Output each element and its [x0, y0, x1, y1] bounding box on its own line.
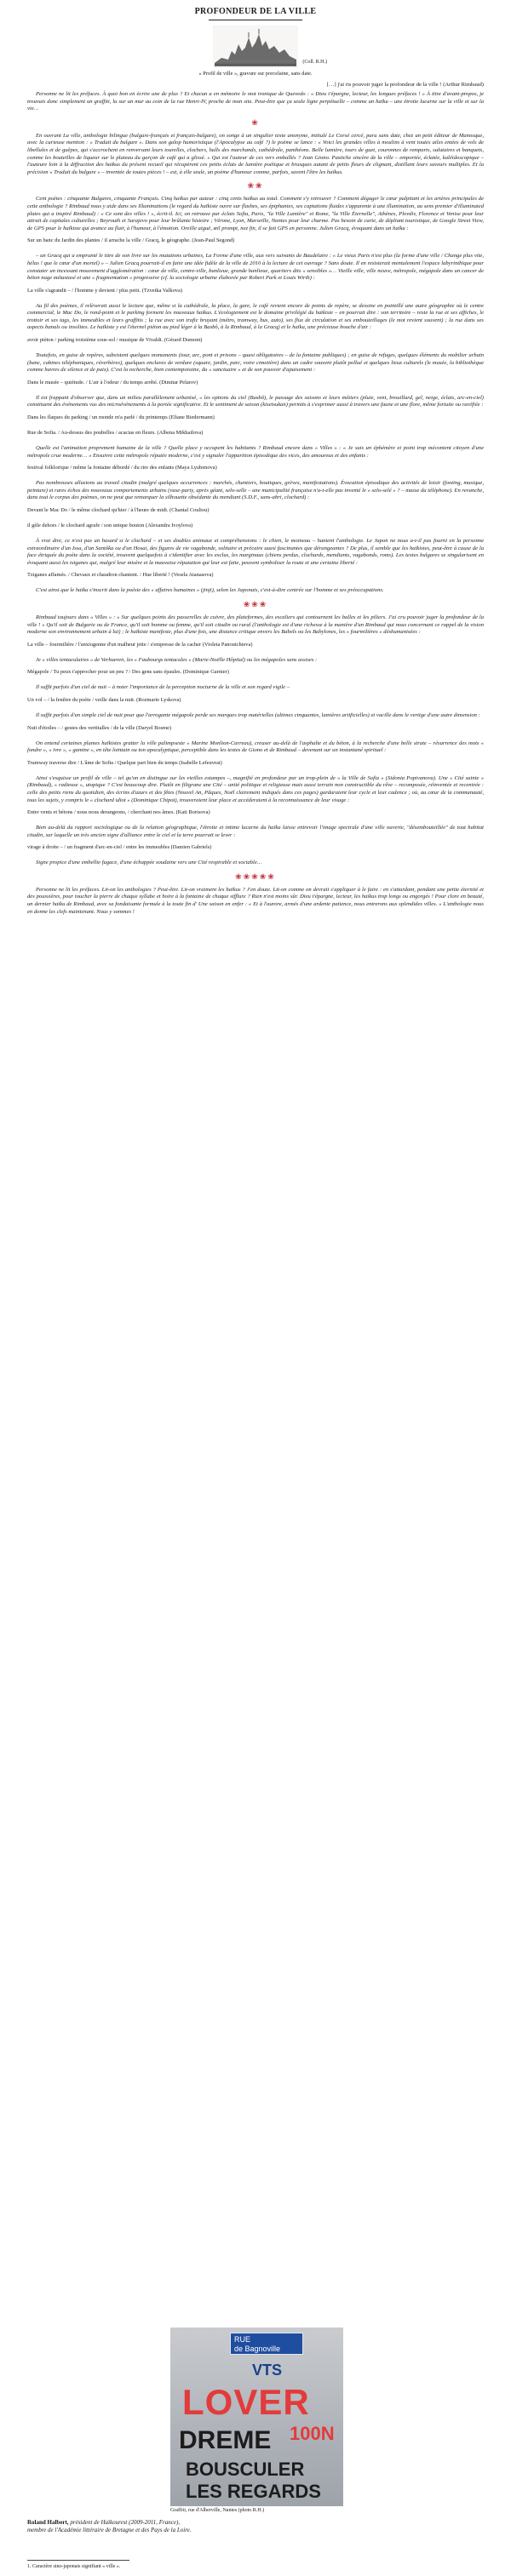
haiku-11: La ville – fourmilière / l'anxiogenne d'un malheur jette / s'empresse de la cacher (Violeta Panoutchieva) [27, 641, 253, 648]
page-title: PROFONDEUR DE LA VILLE [194, 7, 317, 16]
author-title-line1: président de Haïkourest (2009-2011, France), [70, 2519, 181, 2526]
haiku-2: La ville s'agrandit – / l'homme y devient / plus petit. (Tzvetka Valkova) [27, 287, 182, 294]
paragraph-3: Cent poètes : cinquante Bulgares, cinquante Français. Cinq haïkus par auteur : cinq cents haïkus au total. Comment s'y retrouver ? Comment dégager le cœur palpitant et les artères principales de cette anthologie ? Rimbaud nous y aide dans ses Illuminations (le regard du haïkiste ouvre sur flashes, ses épiphanies, ses captations fluides s'apparente à une illumination, au sens premier d'illuminated plates qui a inspiré Rimbaud) : « Ce sont des villes ! », écrit-il. Ici, on retrouve par éclats Sofia, Paris, "la Ville Lumière" et Rome, "la Ville Éternelle", Athènes, Plovdiv, Florence et Venise pour leur attrait de capitales culturelles ; Beyrouth et Sarajevo pour leur brûlante histoire ; Vérone, Lyon, Marseille, Nantes pour leur charme. Pas besoin de carte, de dépliant touristique, de Google Street View, de GPS pour le haïkiste qui avance au flair, à l'humeur, à l'émotion. Oreille aiguë, œil prompt, nez fin, il se fait GPS en personne. Julien Gracq, évoquant dans un haïku : [27, 196, 484, 231]
paragraph-11: C'est ainsi que le haïku s'inscrit dans la poésie des « affaires humaines » (jinji), selon les Japonais, c'est-à-dire centrée sur l'homme et ses préoccupations. [36, 587, 384, 594]
image-caption: « Profil de ville », gravure sur porcelaine, sans date. [198, 71, 313, 77]
graffiti-word-lover: LOVER [182, 2382, 310, 2422]
paragraph-18: Signe propice d'une embellie fugace, d'une échappée soudaine vers une Cité respirable et sociable… [36, 860, 262, 866]
paragraph-10: À vrai dire, ce n'est pas un hasard si le clochard – et ses doubles animaux et compréhensions : le chien, le moineau – hantent l'anthologie. Le Japon ne nous a-t-il pas fourni en la personne extraordinaire d'un Issa, d'un Santôka ou d'un Hosai, des figures de vie vagabonde, solitaire et précaire aussi fascinantes que dérangeantes ? De plus, il semble que les haïkistes, peut-être à cause de la face étriquée du poète dans la société, trouvent quelquefois à s'identifier avec les exclus, les marginaux (chiens perdus, clochards, mendiants, vagabonds, roms). Les textes bulgares se singularisent en évoquant aussi les tsiganes qui, malgré leur misère et la mauvaise réputation qui leur est faite, peuvent symboliser la route et une certaine liberté : [27, 538, 484, 566]
section-ornament-1: ❀ [251, 117, 260, 127]
haiku-12: Mégapole / Tu peux t'approcher pour un peu ? / Des gens sans épaules. (Dominique Garnier) [27, 669, 229, 676]
street-sign-line2: de Bagnoville [234, 2345, 281, 2353]
preface-body [0, 91, 511, 916]
paragraph-1: Personne ne lit les préfaces. À quoi bon en écrire une de plus ? Et chacun a en mémoire le mot ironique de Quevedo : « Dieu t'épargne, lecteur, les longues préfaces ! » À titre d'avant-propos, je trouvais donc simplement un graffiti, lu sur un mur au coin de la rue Henri-IV, proche de mon site. Peut-être que ça seule ligne perpétuelle – comme un haïku – une étroite lucarne sur la ville et sur la vie… [27, 91, 484, 112]
paragraph-7: Il est frappant d'observer que, dans un milieu parallèlement urbanisé, « les options du ciel (Basbô), le passage des saisons et leurs métiers (pluie, vent, brouillard, gel, neige, éclats, arc-en-ciel) constituent des événements vus des microévénements à la portée significative. Et le sentiment de saison (kisetsukan) permits à s'exprimer aussi à travers une faune et une flore, même fortuite ou raréfiée : [27, 394, 484, 408]
epigraph: […] j'ai ris pouvoir juger la profondeur de la ville ! (Arthur Rimbaud) [326, 82, 484, 88]
haiku-9: il gèle dehors / le clochard agrafe / son unique bouton (Alexandra Ivoylova) [27, 523, 193, 528]
haiku-13: Un vol – / la fenêtre du poète / veille dans la nuit. (Rozmarie Lyskova) [27, 696, 181, 703]
paragraph-13: Il suffit parfois d'un ciel de nuit – à noter l'importance de la perception nocturne de la ville et son regard vigile – [36, 684, 290, 691]
graffiti-word-dreme: DREME [179, 2426, 272, 2454]
haiku-15: Tramway traverse dire / L'âme de Sofia / Quelque part bien du temps (Isabelle Lefeuvrat) [27, 759, 222, 766]
signature-block [27, 2519, 192, 2533]
paragraph-8: Quelle est l'animation proprement humaine de la ville ? Quelle place y occupent les habitants ? Rimbaud encore dans « Villes » : « Je suis un éphémère et point trop mécontent citoyen d'une métropole crue moderne… » Ensuivre cette métropole réputée moderne, c'est y signaler l'apparition épisodique des vices, des amoureux et des enfants : [27, 445, 484, 459]
author-name: Roland Halbert, [27, 2519, 69, 2526]
paragraph-17: Bien au-delà du rapport sociologique ou de la relation géographique, l'étroite et intime lucarne du haïku laisse entrevoir l'image spectrale d'une ville ouverte, "désembouteillée" de tout habitat citadin, sur laquelle un très ancien signe d'alliance entre le ciel et la terre pourrait se lever : [27, 825, 484, 838]
paragraph-14: Il suffit parfois d'un simple ciel de nuit pour que l'arrogante mégapole perde ses marques trop matérielles (ultimes cinquantes, lumières artificielles) et vacille dans le vertige d'une autre dimension : [36, 711, 480, 718]
author-title-line2: membre de l'Académie littéraire de Bretagne et des Pays de la Loire. [27, 2526, 192, 2533]
paragraph-6: Toutefois, en guise de repères, subsistent quelques monuments (tour, arc, pont et prisons – quasi obligatoires – de la fontaine publiques) ; en guise de refuges, quelques éléments du mobilier urbain (banc, cabines téléphoniques, réverbères), quelques enclaves de verdure (square, jardin, parc, voire cimetière) dans un cadre souvent plutôt pollué et quelques lieux culturels (le musée, la bibliothèque comme havres de silence et de paix). C'est la recherche, bien contemporaine, du « sanctuaire » et de son pouvoir d'apaisement : [27, 352, 484, 374]
haiku-6: Rue de Sofia. / Au-dessus des poubelles / acacias en fleurs. (Albena Mikhailova) [27, 430, 204, 437]
haiku-1: Sur un banc du Jardin des plantes / il arrache la ville / Gracq, le géographe. (Jean-Paul Segond) [27, 237, 235, 244]
haiku-16: Entre vents et bétons / nous nous derangeons, / cherchant nos âmes. (Kati Borisova) [27, 809, 210, 816]
haiku-5: Dans les flaques du parking / un monde m'a parlé / du printemps (Eliane Biedermann) [27, 414, 215, 421]
footnote-divider [27, 2560, 129, 2561]
street-sign [230, 2333, 303, 2355]
paragraph-4: – un Gracq qui a emprunté le titre de son livre sur les mutations urbaines, La Forme d'une ville, aux vers suivants de Baudelaire : « Le vieux Paris n'est plus (la forme d'une ville / Change plus vite, hélas ! que le cœur d'un mortel) » – Julien Gracq pourrait-il en faire une idée fidèle de la ville de 2010 à la lecture de cet ouvrage ? Sans doute. Il en resisterait mentalement l'espace labyrinthique pour constater un incessant mouvement d'agglomération : cœur de ville, centre-ville, banlieue, grande banlieue, quartiers dits « sensibles »… Vieille ville, ville neuve, métropole, mégapole dans un cancer de béton nage métastasé et une « fragmentation » progressive (cf. la sociologie urbaine élaborée par Robert Park et Louis Wirth) : [27, 253, 484, 282]
paragraph-5: Au fil des poèmes, il relèverait aussi le lecture que, même si la cathédrale, la place, la gare, le café revient encore de points de repère, se dessine en pointillé une autre géographie où le centre commercial, le Mac Do, le rond-point et le parking forment les nouveaux haïkus. L'écologiement est le domaine privilégié du haïkiste – en pourrait dire : son territoire – reste la rue et ses affiches, le trottoir et ses tags, les immeubles et leurs graffitis ; la rue avec son trafic bruyant (métro, tramway, bus, auto), ses flux de circulation et ses embouteillages (le mot revient souvent) ; la rue dans ses aspects banals ou insolites. Le haïkiste y est l'éternel piéton au pied léger à la Basbô, à la Rimbaud, à la Gracq) et le haïku, une précieuse bouche d'air : [27, 302, 484, 331]
street-sign-line1: RUE [234, 2335, 251, 2344]
paragraph-19: Personne ne lit les préfaces. Lit-on les anthologies ? Peut-être. Lit-on vraiment les haïkus ? J'en doute. Lit-on comme on devrait s'appliquer à le faire : en s'attardant, pendant une petite éternité et des poussières, pour toucher la pierre de chaque syllabe et boire à la fontaine de chaque sifflure ? Rien n'est moins sûr. Dieu t'épargne, lecteur, les haïkus trop longs ou engorgés ! Pour clore en beauté, un dernier haïku de Rimbaud, avec sa fondaisante formule à la toute fin d' Une saison en enfer : « Et à l'aurore, armés d'une ardente patience, nous entrerons aux splendides villes. » L'anthologie nous en donne les clefs maintenant. Nous y sommes ! [27, 886, 484, 915]
graffiti-word-les-regards: LES REGARDS [186, 2481, 321, 2502]
haiku-8: Devant le Mac Do / le même clochard qu'hier / à l'heure de midi. (Chantal Couliou) [27, 507, 210, 513]
paragraph-2: En ouvrant La ville, anthologie bilingue (bulgare-français et français-bulgare), on songe à un singulier texte anonyme, intitulé Le Corsé cercé, paru sans date, chez un petit éditeur de Manosque, avec la curieuse mention : « Traduit du bulgare ». Dans son galop humoristique (l'Apocalypse au café ?) le poème se lance : « Voici les grandes villes à moulins à vent toutes ailes entées de vols de libellules et de guêpes, qui s'accrochent en renversant leurs tourelles, clochers, halls des marchands, cathédrale, panthéons. Belle lumière, tours de guet, couronnes de remparts, salutaires et banquets, comme les bouteilles de liqueur sur le plateau du garçon de café qui a glissé. » Qui est l'auteur de ces vers emballés ? Jean Giono. Pastiche sincère de la ville – emportée, éclatée, kaléidoscopique – l'auteure loin à la diffraction des haïkus du présent recueil qui récupèrent ces petits éclats de lumière poétique et brusques autant de petits fleurs de clignant, distillant leurs saveurs multiples. Et la précision « Traduit du bulgare » – inventée de toutes pièces ! – est, à elle seule, un poème d'humour comme, parfois, savent l'être les haïkus. [27, 132, 484, 175]
image-credit: (Coll. R.H.) [302, 60, 327, 65]
graffiti-word-bousculer: BOUSCULER [186, 2459, 305, 2480]
city-profile-engraving [213, 26, 327, 68]
section-ornament-4: ❀❀❀❀❀ [235, 871, 276, 881]
footnote: 1. Caractère sino-japonais signifiant « ville ». [27, 2564, 121, 2569]
haiku-7: festival folklorique / même la fontaine débordé / du rire des enfants (Maya Lyubenova) [27, 465, 217, 471]
haiku-10: Tziganes affamés. / Chevaux et chaudron chantent. / Hue liberté ! (Vesela Atanasova) [27, 572, 214, 579]
paragraph-16: Ainsi s'esquisse un profil de ville – tel qu'on en distingue sur les vieilles estampes –, magnifié en profondeur par un trop-plein de « la Ville de Sofia » (Sidonia Popivanova). Une « Cité sainte » (Rimbaud), « radieuse », utopique ? C'est beaucoup dire. Plutôt en filigrane une Cité – unité politique et religieuse mais aussi terrain non constructible du rêve – recomposée, réinventée et recentrée : celle des petits riens du quotidien, des écrins d'azurs et des fêtes (Nouvel An, Pâques, Noël clairement indiqués dans ces pages) gardaraient leur cycle et leur cadence ; où, au cœur de la communauté, tous les sujets, y compris le « clochard idiot » (Dominique Chipot), trouveraient leur place et accéderaient à la reconnaissance de leur visage : [27, 774, 484, 803]
graffiti-photo [170, 2328, 343, 2506]
graffiti-word-vts: VTS [252, 2362, 283, 2379]
haiku-14: Nuit d'étoiles – / gestes des vertitalles / de la ville (Daryel Bosme) [27, 724, 172, 731]
section-ornament-3: ❀❀❀ [243, 599, 268, 608]
haiku-3: avoir pièton / parking troisième sous-sol / musique de Vivaldi. (Gérard Dumont) [27, 337, 203, 344]
paragraph-15: On entend certaines plumes haïkistes gratter la ville palimpseste « Marine Monlion-Carreau), creuser au-delà de l'asphalte et du béton, à la recherche d'une belle strate – résurrence des mots « fondre », « ivre », « gamine », en tête lointain ou ton apocalyptique, perceptible dans les textes de Giono et de Rimbaud – devenant sur un instantané spirituel : [27, 740, 484, 754]
graffiti-word-100n: 100N [290, 2423, 335, 2444]
city-engraving-illustration [213, 26, 298, 68]
section-ornament-2: ❀❀ [247, 181, 264, 191]
paragraph-9: Pas nombreuses allusions au travail citadin (malgré quelques occurrences : marchés, chantiers, boutiques, grèves, manifestations). Évocation épisodique des activités de loisir (footing, musique, peinture) et rares échos des nouveaux comportements urbains (vase-party, après géant, selo-selle – une municipalité française n'a-t-elle pas inventé le « selo-selé » ? – masse du téléphone). En revanche, dans tout le corpus des poèmes, on ne peut que remarquer la silhouette obsédante du mendiant (S.D.F., sans-abri, clochard) : [27, 480, 484, 501]
haiku-4: Dans le musée – quiétude. / L'air à l'odeur / du temps arrêté. (Dimitar Pelarov) [27, 379, 198, 386]
photo-caption: Graffiti, rue d'Alberville, Nantes (photo R.H.) [170, 2508, 265, 2513]
haiku-17: virage à droite – / un fragment d'arc-en-ciel / entre les immeubles (Damien Gabriels) [27, 844, 212, 851]
paragraph-12: Rimbaud toujours dans « Villes » : « Sur quelques points des passerelles de cuivre, des plateformes, des escaliers qui contournent les balles et les piliers. J'ai cru pouvoir juger la profondeur de la ville ! » Qu'il soit de Bulgarie ou de France, qu'il soit homme ou femme, qu'il soit citadin ou rural (l'anthologie est d'une richesse à la manière d'un Rimbaud qui nous concernant ce rappel de la vision moderne son environnement urbain à lui) ; le haïkiste manifeste, plus d'une fois, une distance critique envers les Babels ou les Babylones, les « fourmilières » déshumanisées : [27, 614, 484, 636]
verse-intro: Je « villes tentaculaires » de Verhaeren, les « Faubourgs tentacules » (Marie-Noëlle Hôpital) ou les mégapoles sans assises : [36, 656, 318, 663]
